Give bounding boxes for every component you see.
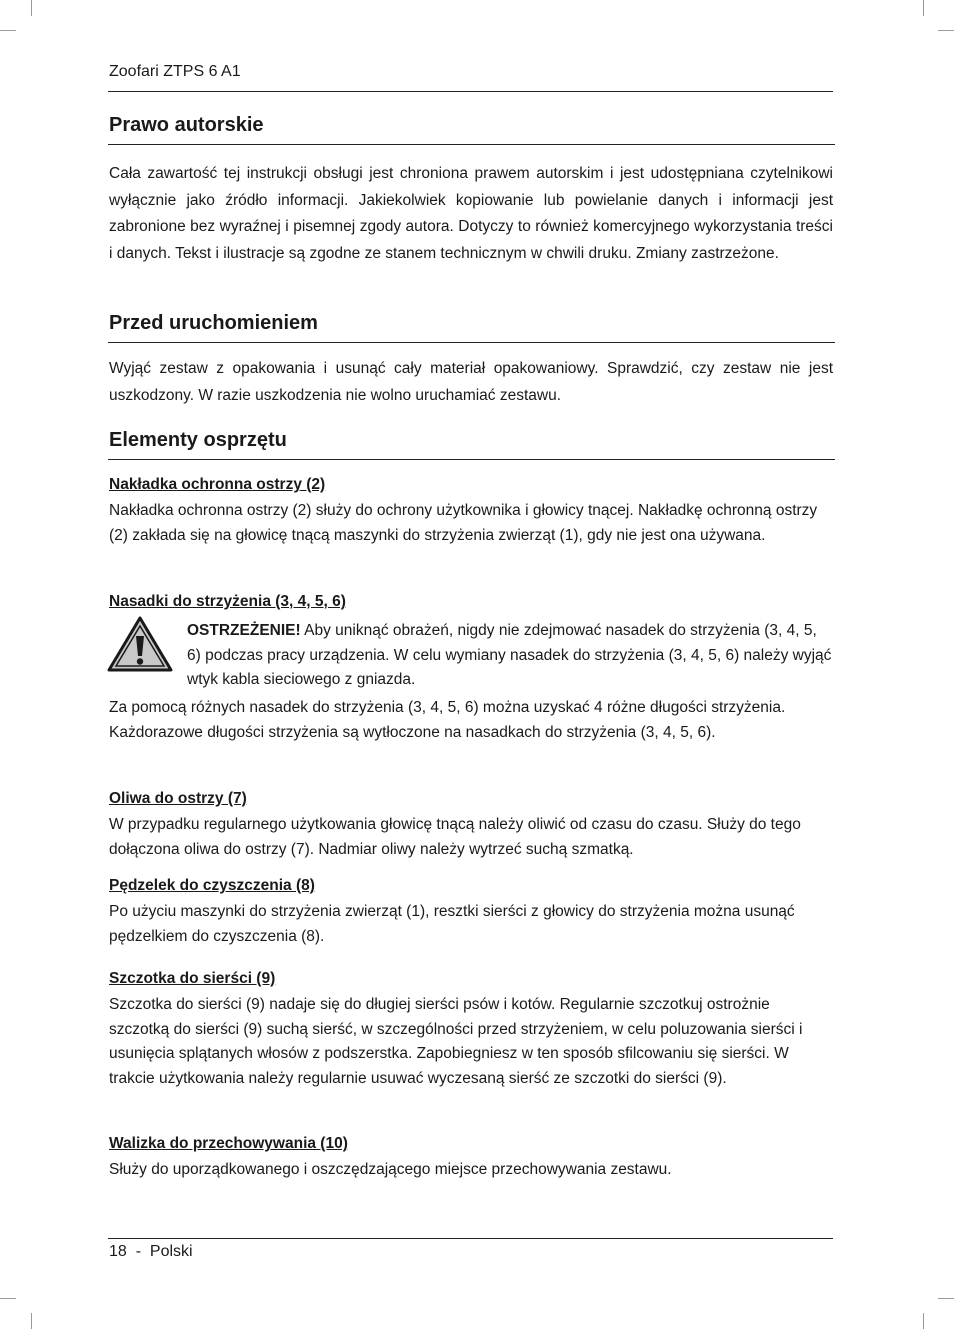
page-footer: 18 - Polski bbox=[109, 1243, 193, 1260]
section-rule bbox=[108, 459, 835, 460]
copyright-paragraph: Cała zawartość tej instrukcji obsługi jest chroniona prawem autorskim i jest udostępniana czytelnikowi wyłącznie jako źródło informacji. Jakiekolwiek kopiowanie lub powielanie danych i informacji jest zabronione bez wyraźnej i pisemnej zgody autora. Dotyczy to również komercyjnego wykorzystania treści i danych. Tekst i ilustracje są zgodne ze stanem technicznym w chwili druku. Zmiany zastrzeżone. bbox=[109, 165, 833, 262]
accessory-text-storage-case: Służy do uporządkowanego i oszczędzającego miejsce przechowywania zestawu. bbox=[109, 1161, 672, 1178]
accessory-title-storage-case: Walizka do przechowywania (10) bbox=[109, 1135, 348, 1152]
section-heading-copyright: Prawo autorskie bbox=[109, 114, 264, 136]
accessory-title-fur-brush: Szczotka do sierści (9) bbox=[109, 970, 276, 987]
crop-mark bbox=[938, 30, 954, 31]
accessory-text-fur-brush: Szczotka do sierści (9) nadaje się do długiej sierści psów i kotów. Regularnie szczotkuj ostrożnie szczotką do sierści (9) suchą sierść, w szczególności przed strzyżeniem, w celu poluzowania sierści i usunięcia splątanych włosów z podszerstka. Zapobiegniesz w ten sposób sfilcowaniu się sierści. W trakcie użytkowania należy regularnie usuwać wyczesaną sierść ze szczotki do sierści (9). bbox=[109, 996, 803, 1087]
accessory-text-combs: Za pomocą różnych nasadek do strzyżenia (3, 4, 5, 6) można uzyskać 4 różne długości strzyżenia. Każdorazowe długości strzyżenia są wytłoczone na nasadkach do strzyżenia (3, 4, 5, 6). bbox=[109, 699, 786, 741]
crop-mark bbox=[0, 30, 16, 31]
warning-box bbox=[187, 619, 832, 693]
document-header-title: Zoofari ZTPS 6 A1 bbox=[109, 63, 241, 80]
accessory-text-cleaning-brush: Po użyciu maszynki do strzyżenia zwierząt (1), resztki sierści z głowicy do strzyżenia można usunąć pędzelkiem do czyszczenia (8). bbox=[109, 903, 795, 945]
footer-rule bbox=[108, 1238, 833, 1239]
accessory-title-cleaning-brush: Pędzelek do czyszczenia (8) bbox=[109, 877, 315, 894]
accessory-text-blade-guard: Nakładka ochronna ostrzy (2) służy do ochrony użytkownika i głowicy tnącej. Nakładkę ochronną ostrzy (2) zakłada się na głowicę tnącą maszynki do strzyżenia zwierząt (1), gdy nie jest ona używana. bbox=[109, 502, 818, 544]
before-start-paragraph: Wyjąć zestaw z opakowania i usunąć cały materiał opakowaniowy. Sprawdzić, czy zestaw nie jest uszkodzony. W razie uszkodzenia nie wolno uruchamiać zestawu. bbox=[109, 360, 833, 404]
crop-mark bbox=[31, 1313, 32, 1329]
warning-text: Aby uniknąć obrażeń, nigdy nie zdejmować nasadek do strzyżenia (3, 4, 5, 6) podczas pracy urządzenia. W celu wymiany nasadek do strzyżenia (3, 4, 5, 6) należy wyjąć wtyk kabla sieciowego z gniazda. bbox=[187, 622, 832, 688]
accessory-text-blade-oil: W przypadku regularnego użytkowania głowicę tnącą należy oliwić od czasu do czasu. Służy do tego dołączona oliwa do ostrzy (7). Nadmiar oliwy należy wytrzeć suchą szmatką. bbox=[109, 816, 801, 858]
crop-mark bbox=[31, 0, 32, 16]
accessory-title-combs: Nasadki do strzyżenia (3, 4, 5, 6) bbox=[109, 593, 346, 610]
section-heading-before-start: Przed uruchomieniem bbox=[109, 312, 318, 334]
section-rule bbox=[108, 144, 835, 145]
header-rule bbox=[108, 91, 833, 92]
section-heading-accessories: Elementy osprzętu bbox=[109, 429, 287, 451]
crop-mark bbox=[938, 1298, 954, 1299]
crop-mark bbox=[923, 1313, 924, 1329]
crop-mark bbox=[0, 1298, 16, 1299]
section-rule bbox=[108, 342, 835, 343]
warning-label: OSTRZEŻENIE! bbox=[187, 622, 301, 639]
accessory-title-blade-oil: Oliwa do ostrzy (7) bbox=[109, 790, 247, 807]
accessory-title-blade-guard: Nakładka ochronna ostrzy (2) bbox=[109, 476, 326, 493]
crop-mark bbox=[923, 0, 924, 16]
warning-triangle-icon bbox=[107, 616, 173, 672]
